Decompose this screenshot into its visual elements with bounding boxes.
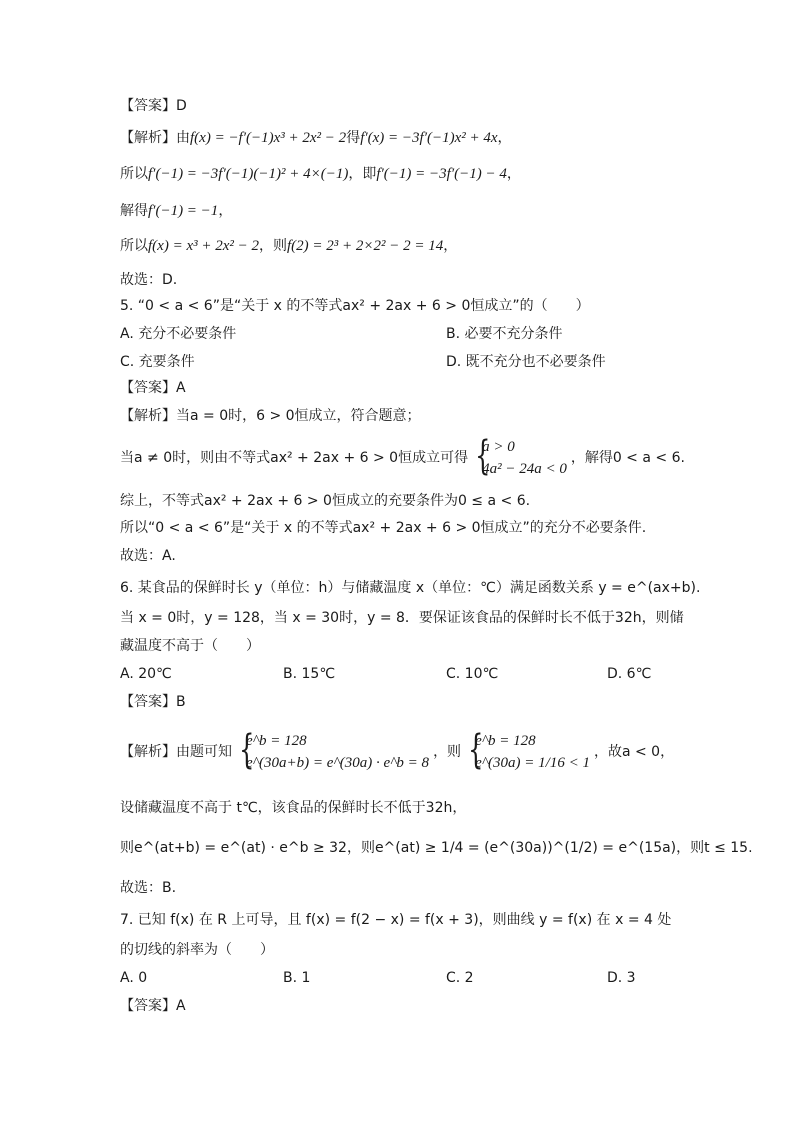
equation: { a > 0 (482, 439, 515, 455)
text: ， (218, 203, 233, 219)
equation-system (472, 436, 567, 480)
solution-line (120, 236, 457, 256)
text: ， (497, 130, 512, 146)
choice-conclusion: 故选：A. (120, 548, 176, 564)
solution-line: 【解析】当a = 0时，6 > 0恒成立，符合题意； (120, 408, 421, 424)
solution-line: 则e^(at+b) = e^(at) · e^b ≥ 32，则e^(at) ≥ 1/4 = (e^(30a))^(1/2) = e^(15a)，则t ≤ 15. (120, 840, 753, 856)
text: ， (506, 166, 521, 182)
question-5: 5. “0 < a < 6”是“关于 x 的不等式ax² + 2ax + 6 > 0恒成立”的（ ） (120, 298, 590, 314)
answer-label: 【答案】B (120, 694, 186, 710)
option-c: C. 2 (446, 970, 474, 986)
option-a: A. 0 (120, 970, 148, 986)
equation: { e^b = 128 (475, 733, 536, 749)
solution-line (120, 201, 232, 221)
equation: e^(30a+b) = e^(30a) · e^b = 8 (246, 755, 430, 771)
text: ，则 (433, 744, 462, 760)
equation: f(2) = 2³ + 2×2² − 2 = 14 (287, 238, 444, 254)
answer-label: 【答案】A (120, 998, 186, 1014)
solution-line (120, 434, 685, 482)
text: ，则 (259, 238, 287, 254)
option-d: D. 6℃ (607, 666, 652, 682)
equation: f(x) = x³ + 2x² − 2 (148, 238, 259, 254)
text: 得 (346, 130, 361, 146)
choice-conclusion: 故选：B. (120, 880, 177, 896)
equation: f′(−1) = −3f′(−1) − 4 (376, 166, 507, 182)
equation: { e^b = 128 (246, 733, 307, 749)
equation: f(x) = −f′(−1)x³ + 2x² − 2 (190, 130, 347, 146)
text: ，故a < 0， (593, 744, 675, 760)
text: 解得 (120, 203, 148, 219)
option-b: B. 必要不充分条件 (446, 326, 563, 342)
option-a: A. 充分不必要条件 (120, 326, 237, 342)
text: ， (443, 238, 458, 254)
equation-system (465, 730, 590, 774)
question-6: 6. 某食品的保鲜时长 y（单位：h）与储藏温度 x（单位：℃）满足函数关系 y = e^(ax+b). (120, 580, 701, 596)
equation: e^(30a) = 1/16 < 1 (475, 755, 590, 771)
equation-system (236, 730, 429, 774)
equation: f′(−1) = −1 (148, 203, 219, 219)
answer-label: 【答案】D (120, 98, 187, 114)
equation: f′(x) = −3f′(−1)x² + 4x (360, 130, 498, 146)
solution-line: 所以“0 < a < 6”是“关于 x 的不等式ax² + 2ax + 6 > 0恒成立”的充分不必要条件. (120, 520, 647, 536)
equation: 4a² − 24a < 0 (482, 461, 567, 477)
text: 当a ≠ 0时，则由不等式ax² + 2ax + 6 > 0恒成立可得 (120, 450, 469, 466)
question-6: 藏温度不高于（ ） (120, 638, 260, 654)
solution-line (120, 724, 674, 780)
text: ，即 (348, 166, 377, 182)
question-7: 的切线的斜率为（ ） (120, 942, 274, 958)
option-c: C. 10℃ (446, 666, 499, 682)
option-d: D. 既不充分也不必要条件 (446, 354, 606, 370)
solution-line (120, 164, 521, 184)
question-7: 7. 已知 f(x) 在 R 上可导，且 f(x) = f(2 − x) = f(x + 3)，则曲线 y = f(x) 在 x = 4 处 (120, 912, 672, 928)
choice-conclusion: 故选：D. (120, 272, 178, 288)
option-b: B. 1 (283, 970, 311, 986)
option-b: B. 15℃ (283, 666, 336, 682)
text: 所以 (120, 238, 148, 254)
equation: f′(−1) = −3f′(−1)(−1)² + 4×(−1) (148, 166, 349, 182)
text: ，解得0 < a < 6. (570, 450, 685, 466)
question-6: 当 x = 0时，y = 128，当 x = 30时，y = 8．要保证该食品的保鲜时长不低于32h，则储 (120, 610, 684, 626)
solution-line: 综上，不等式ax² + 2ax + 6 > 0恒成立的充要条件为0 ≤ a < 6. (120, 493, 531, 509)
solution-label: 【解析】由题可知 (120, 744, 232, 760)
option-a: A. 20℃ (120, 666, 172, 682)
solution-line: 设储藏温度不高于 t℃，该食品的保鲜时长不低于32h， (120, 800, 467, 816)
solution-label: 【解析】由 (120, 130, 190, 146)
option-d: D. 3 (607, 970, 636, 986)
solution-line (120, 128, 512, 148)
option-c: C. 充要条件 (120, 354, 195, 370)
answer-label: 【答案】A (120, 380, 186, 396)
text: 所以 (120, 166, 148, 182)
